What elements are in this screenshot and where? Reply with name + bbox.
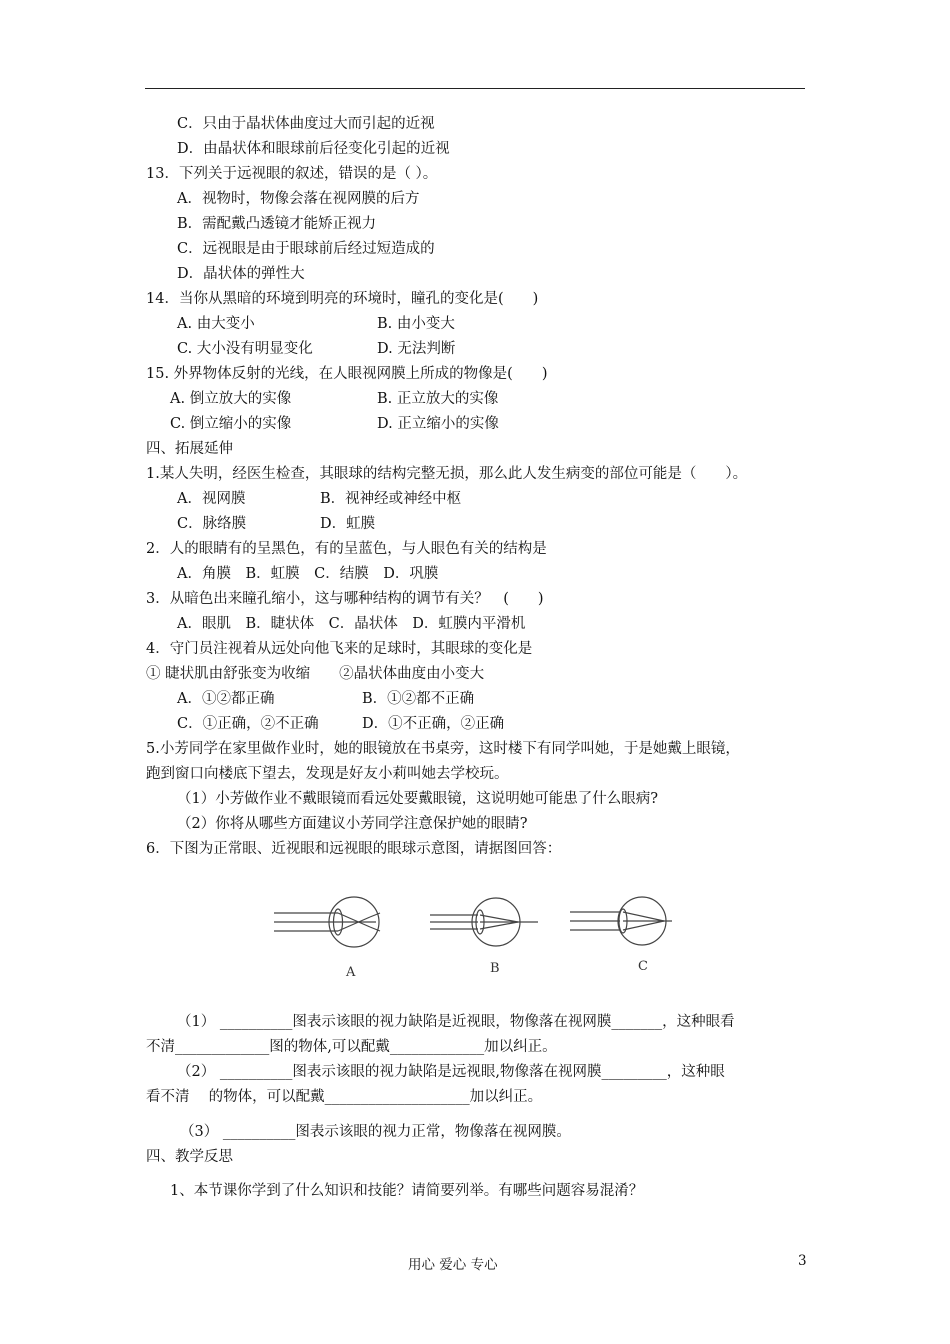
text-line: D．由晶状体和眼球前后径变化引起的近视 — [177, 141, 450, 157]
eye-a-diagram — [274, 897, 380, 947]
figure-label-c: C — [638, 959, 648, 974]
text-line: 1.某人失明，经医生检查，其眼球的结构完整无损，那么此人发生病变的部位可能是（ ）。 — [146, 466, 748, 482]
text-line: 跑到窗口向楼底下望去，发现是好友小莉叫她去学校玩。 — [146, 766, 509, 782]
text-line: 3．从暗色出来瞳孔缩小，这与哪种结构的调节有关？ ( ) — [146, 591, 544, 607]
text-line: 15. 外界物体反射的光线，在人眼视网膜上所成的物像是( ) — [146, 366, 548, 382]
text-line: ① 睫状肌由舒张变为收缩 ②晶状体曲度由小变大 — [146, 666, 485, 682]
eye-c-diagram — [570, 897, 672, 945]
text-line: D．①不正确，②正确 — [362, 716, 505, 732]
text-line: B．需配戴凸透镜才能矫正视力 — [177, 216, 377, 232]
header-rule — [145, 88, 805, 89]
text-line: 2．人的眼睛有的呈黑色，有的呈蓝色，与人眼色有关的结构是 — [146, 541, 547, 557]
eye-b-diagram — [430, 898, 538, 946]
text-line: 四、拓展延伸 — [146, 441, 233, 457]
text-line: A. 倒立放大的实像 — [170, 391, 292, 407]
text-line: C．①正确，②不正确 — [177, 716, 319, 732]
text-line: 四、教学反思 — [146, 1149, 233, 1165]
text-line: A．视网膜 — [177, 491, 246, 507]
text-line: B. 正立放大的实像 — [377, 391, 499, 407]
text-line: D．晶状体的弹性大 — [177, 266, 305, 282]
page-number: 3 — [798, 1253, 807, 1269]
text-line: 13．下列关于远视眼的叙述，错误的是（ ）。 — [146, 166, 438, 182]
text-line: D．虹膜 — [320, 516, 376, 532]
text-line: 1、本节课你学到了什么知识和技能？请简要列举。有哪些问题容易混淆？ — [170, 1183, 644, 1199]
text-line: B．视神经或神经中枢 — [320, 491, 462, 507]
text-line: B. 由小变大 — [377, 316, 455, 332]
text-line: 看不清 的物体，可以配戴____________________加以纠正。 — [146, 1089, 543, 1105]
text-line: C．只由于晶状体曲度过大而引起的近视 — [177, 116, 435, 132]
text-line: C. 大小没有明显变化 — [177, 341, 313, 357]
text-line: B．①②都不正确 — [362, 691, 475, 707]
text-line: （1） __________图表示该眼的视力缺陷是近视眼，物像落在视网膜_______，这种眼看 — [177, 1014, 735, 1030]
text-line: C．脉络膜 — [177, 516, 247, 532]
text-line: （1）小芳做作业不戴眼镜而看远处要戴眼镜，这说明她可能患了什么眼病? — [177, 791, 658, 807]
text-line: A. 由大变小 — [177, 316, 255, 332]
text-line: 14．当你从黑暗的环境到明亮的环境时，瞳孔的变化是( ) — [146, 291, 539, 307]
eyeball-figure — [262, 880, 682, 980]
text-line: 5.小芳同学在家里做作业时，她的眼镜放在书桌旁，这时楼下有同学叫她，于是她戴上眼镜， — [146, 741, 740, 757]
text-line: （2） __________图表示该眼的视力缺陷是远视眼,物像落在视网膜_________，这种眼 — [177, 1064, 725, 1080]
text-line: 6．下图为正常眼、近视眼和远视眼的眼球示意图，请据图回答： — [146, 841, 562, 857]
text-line: D. 正立缩小的实像 — [377, 416, 499, 432]
text-line: A．角膜 B．虹膜 C．结膜 D．巩膜 — [177, 566, 439, 582]
text-line: （3） __________图表示该眼的视力正常，物像落在视网膜。 — [180, 1124, 571, 1140]
figure-label-a: A — [346, 965, 356, 980]
text-line: （2）你将从哪些方面建议小芳同学注意保护她的眼睛? — [177, 816, 528, 832]
text-line: D. 无法判断 — [377, 341, 456, 357]
text-line: A．眼肌 B．睫状体 C．晶状体 D．虹膜内平滑机 — [177, 616, 526, 632]
figure-label-b: B — [490, 961, 500, 976]
text-line: A．视物时，物像会落在视网膜的后方 — [177, 191, 420, 207]
text-line: A．①②都正确 — [177, 691, 275, 707]
text-line: C．远视眼是由于眼球前后经过短造成的 — [177, 241, 435, 257]
text-line: C. 倒立缩小的实像 — [170, 416, 292, 432]
text-line: 不清_____________图的物体,可以配戴_____________加以纠正。 — [146, 1039, 557, 1055]
footer-motto: 用心 爱心 专心 — [408, 1257, 498, 1273]
text-line: 4．守门员注视着从远处向他飞来的足球时，其眼球的变化是 — [146, 641, 533, 657]
